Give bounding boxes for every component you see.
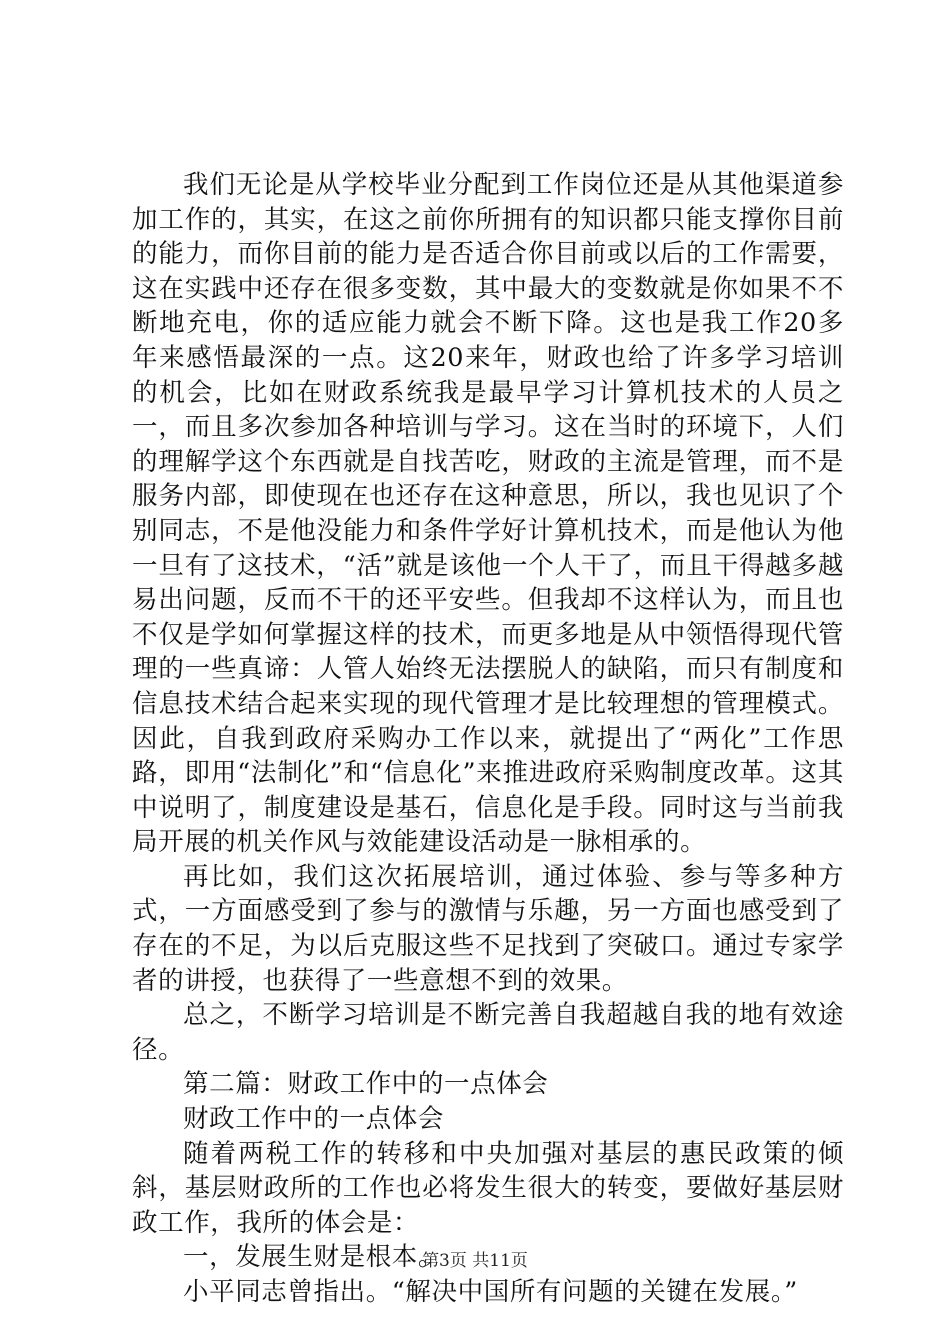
- paragraph-point-one: 一，发展生财是根本。: [183, 1242, 445, 1273]
- section-title: 财政工作中的一点体会: [183, 1104, 445, 1135]
- page-number-footer: 第3页 共11页: [422, 1251, 528, 1271]
- paragraph-learning-charge: 我们无论是从学校毕业分配到工作岗位还是从其他渠道参加工作的，其实，在这之前你所拥有的知识都只能支撑你目前的能力，而你目前的能力是否适合你目前或以后的工作需要，这在实践中还存在很多变数，其中最大的变数就是你如果不不断地充电，你的适应能力就会不断下降。这也是我工作20多年来感悟最深的一点。这20来年，财政也给了许多学习培训的机会，比如在财政系统我是最早学习计算机技术的人员之一，而且多次参加各种培训与学习。这在当时的环境下，人们的理解学这个东西就是自找苦吃，财政的主流是管理，而不是服务内部，即使现在也还存在这种意思，所以，我也见识了个别同志，不是他没能力和条件学好计算机技术，而是他认为他一旦有了这技术，“活”就是该他一个人干了，而且干得越多越易出问题，反而不干的还平安些。但我却不这样认为，而且也不仅是学如何掌握这样的技术，而更多地是从中领悟得现代管理的一些真谛：人管人始终无法摆脱人的缺陷，而只有制度和信息技术结合起来实现的现代管理才是比较理想的管理模式。因此，自我到政府采购办工作以来，就提出了“两化”工作思路，即用“法制化”和“信息化”来推进政府采购制度改革。这其中说明了，制度建设是基石，信息化是手段。同时这与当前我局开展的机关作风与效能建设活动是一脉相承的。: [132, 170, 844, 858]
- document-body: [132, 168, 844, 1310]
- paragraph-conclusion: 总之，不断学习培训是不断完善自我超越自我的地有效途径。: [132, 1000, 844, 1065]
- paragraph-tax-transfer: 随着两税工作的转移和中央加强对基层的惠民政策的倾斜，基层财政所的工作也必将发生很大的转变，要做好基层财政工作，我所的体会是：: [132, 1138, 844, 1238]
- section-heading: 第二篇：财政工作中的一点体会: [183, 1069, 549, 1100]
- paragraph-expansion-training: 再比如，我们这次拓展培训，通过体验、参与等多种方式，一方面感受到了参与的激情与乐趣，另一方面也感受到了存在的不足，为以后克服这些不足找到了突破口。通过专家学者的讲授，也获得了一些意想不到的效果。: [132, 861, 844, 996]
- paragraph-quote: 小平同志曾指出。“解决中国所有问题的关键在发展。”: [183, 1277, 798, 1307]
